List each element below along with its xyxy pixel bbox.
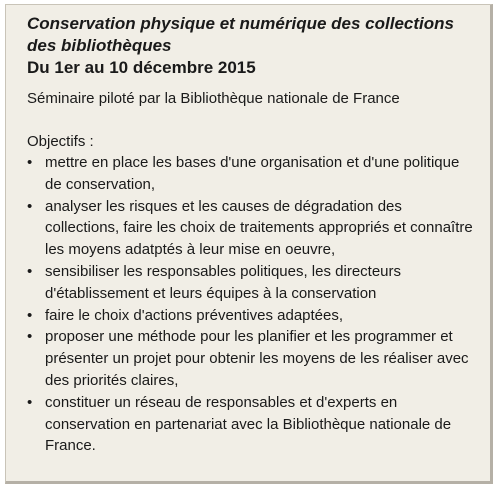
objective-item [27, 326, 480, 391]
objective-text: mettre en place les bases d'une organisation et d'une politique de conservation, [45, 154, 460, 193]
objective-item [27, 305, 480, 327]
seminar-organizer: Séminaire piloté par la Bibliothèque nationale de France [27, 90, 400, 107]
objective-text: faire le choix d'actions préventives adaptées, [45, 306, 344, 324]
bullet-icon: • [27, 154, 33, 171]
bullet-icon: • [27, 197, 33, 215]
objectives-heading: Objectifs : [27, 133, 94, 150]
seminar-title: Conservation physique et numérique des collections des bibliothèques [27, 14, 454, 55]
seminar-dates: Du 1er au 10 décembre 2015 [27, 58, 256, 77]
objectives-list [27, 152, 480, 457]
bullet-icon: • [27, 328, 33, 346]
objective-text: proposer une méthode pour les planifier et les programmer et présenter un projet pour obtenir les moyens de les réaliser avec des priorités claires, [45, 328, 469, 389]
bullet-icon: • [27, 262, 33, 280]
objective-item [27, 196, 480, 261]
objective-item [27, 261, 480, 305]
objective-item [27, 152, 480, 196]
objective-text: constituer un réseau de responsables et d'experts en conservation en partenariat avec la Bibliothèque nationale de France. [45, 393, 452, 455]
bullet-icon: • [27, 393, 33, 411]
objective-text: analyser les risques et les causes de dégradation des collections, faire les choix de traitements appropriés et connaître les moyens adatptés à leur mise en oeuvre, [45, 197, 473, 259]
objective-text: sensibiliser les responsables politiques, les directeurs d'établissement et leurs équipes à la conservation [45, 262, 402, 302]
bullet-icon: • [27, 306, 33, 324]
seminar-info-panel [5, 4, 493, 484]
objective-item [27, 392, 480, 457]
